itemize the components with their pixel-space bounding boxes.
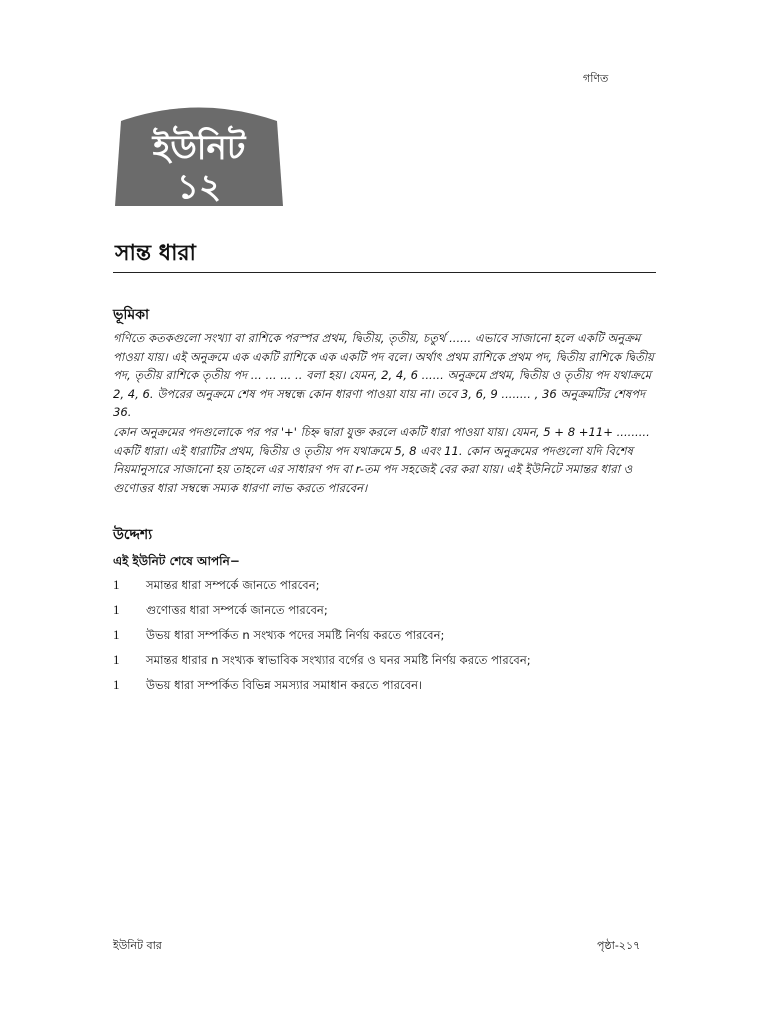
- unit-badge-line2: ১২: [176, 167, 222, 207]
- objective-text: সমান্তর ধারা সম্পর্কে জানতে পারবেন;: [146, 578, 320, 592]
- bullet-marker: 1: [113, 677, 120, 692]
- bullet-marker: 1: [113, 602, 120, 617]
- objectives-list: [113, 577, 659, 702]
- chapter-title: সান্ত ধারা: [115, 241, 196, 266]
- objective-text: উভয় ধারা সম্পর্কিত n সংখ্যক পদের সমষ্টি নির্ণয় করতে পারবেন;: [146, 628, 445, 642]
- unit-badge-line1: ইউনিট: [152, 128, 246, 168]
- intro-paragraph-1: গণিতে কতকগুলো সংখ্যা বা রাশিকে পরস্পর প্রথম, দ্বিতীয়, তৃতীয়, চতুর্থ ...... এভাবে সাজানো হলে একটি অনুক্রম পাওয়া যায়। এই অনুক্রমে এক একটি রাশিকে এক একটি পদ বলে। অর্থাৎ প্রথম রাশিকে প্রথম পদ, দ্বিতীয় রাশিকে দ্বিতীয় পদ, তৃতীয় রাশিকে তৃতীয় পদ ... ... ... .. বলা হয়। যেমন, 2, 4, 6 ...... অনুক্রমে প্রথম, দ্বিতীয় ও তৃতীয় পদ যথাক্রমে 2, 4, 6. উপরের অনুক্রমে শেষ পদ সম্বন্ধে কোন ধারণা পাওয়া যায় না। তবে 3, 6, 9 ........ , 36 অনুক্রমটির শেষপদ 36.: [113, 331, 654, 420]
- objectives-subheading: এই ইউনিট শেষে আপনি−: [113, 554, 240, 568]
- list-item: [113, 677, 659, 702]
- intro-heading: ভূমিকা: [113, 307, 150, 323]
- list-item: [113, 602, 659, 627]
- footer-page-number: পৃষ্ঠা-২১৭: [597, 939, 641, 952]
- objective-text: সমান্তর ধারার n সংখ্যক স্বাভাবিক সংখ্যার বর্গের ও ঘনর সমষ্টি নির্ণয় করতে পারবেন;: [146, 653, 531, 667]
- bullet-marker: 1: [113, 577, 120, 592]
- objective-text: গুণোত্তর ধারা সম্পর্কে জানতে পারবেন;: [146, 603, 328, 617]
- intro-body: [113, 329, 659, 497]
- intro-paragraph-2: কোন অনুক্রমের পদগুলোকে পর পর '+' চিহ্ন দ্বারা যুক্ত করলে একটি ধারা পাওয়া যায়। যেমন, 5 + 8 +11+ ......... একটি ধারা। এই ধারাটির প্রথম, দ্বিতীয় ও তৃতীয় পদ যথাক্রমে 5, 8 এবং 11. কোন অনুক্রমের পদগুলো যদি বিশেষ নিয়মানুসারে সাজানো হয় তাহলে এর সাধারণ পদ বা r-তম পদ সহজেই বের করা যায়। এই ইউনিটে সমান্তর ধারা ও গুণোত্তর ধারা সম্বন্ধে সম্যক ধারণা লাভ করতে পারবেন।: [113, 424, 650, 495]
- title-divider: [113, 272, 656, 273]
- list-item: [113, 627, 659, 652]
- bullet-marker: 1: [113, 627, 120, 642]
- list-item: [113, 577, 659, 602]
- bullet-marker: 1: [113, 652, 120, 667]
- objective-text: উভয় ধারা সম্পর্কিত বিভিন্ন সমস্যার সমাধান করতে পারবেন।: [146, 678, 423, 692]
- unit-badge: [113, 104, 285, 210]
- footer-unit-label: ইউনিট বার: [113, 939, 162, 952]
- list-item: [113, 652, 659, 677]
- objectives-heading: উদ্দেশ্য: [113, 527, 153, 543]
- page-header-subject: গণিত: [583, 72, 609, 85]
